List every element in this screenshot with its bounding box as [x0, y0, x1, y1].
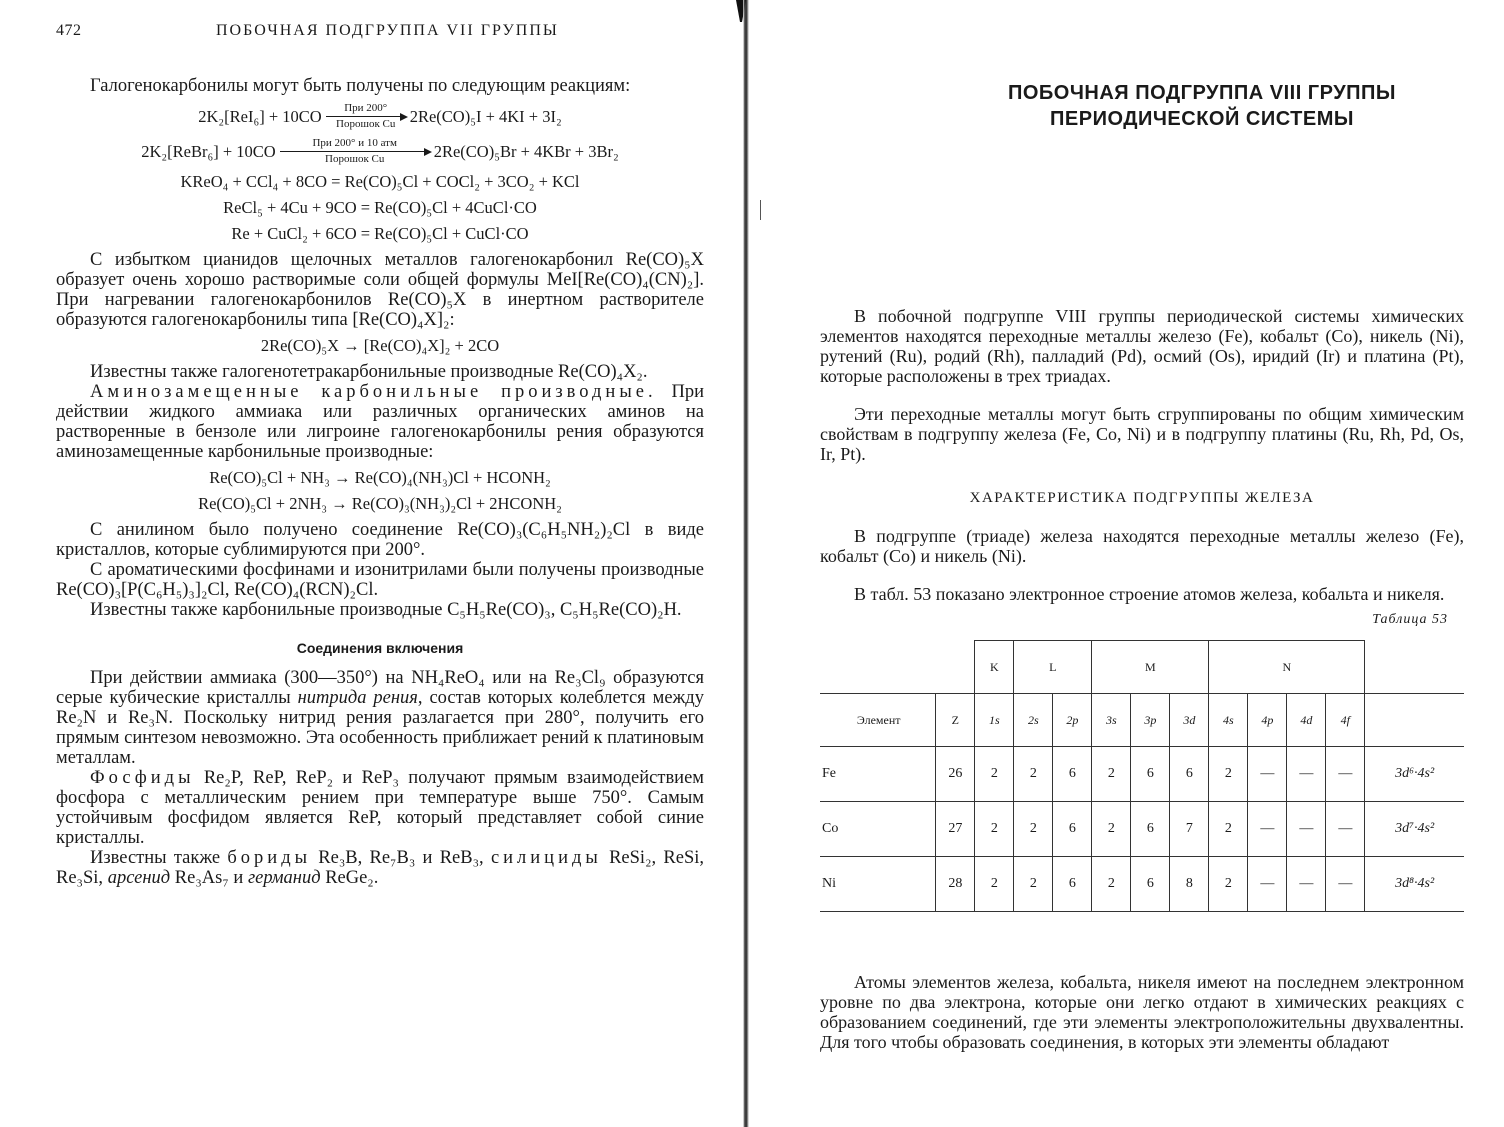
margin-mark — [760, 200, 761, 220]
paragraph: С ароматическими фосфинами и изонитрилами были получены производные Re(CO)₃[P(C₆H₅)₃]₂Cl, Re(CO)₄(RCN)₂Cl. — [56, 560, 704, 600]
subheading: Соединения включения — [296, 640, 464, 656]
table-row: Fe 26 2 2 6 2 6 6 2 — — — 3d⁶·4s² — [820, 747, 1464, 802]
table-caption: Таблица 53 — [1372, 612, 1448, 627]
electron-config: 3d⁸·4s² — [1365, 857, 1464, 912]
orbital-header: 3s — [1092, 694, 1131, 747]
equation: Re + CuCl₂ + 6CO = Re(CO)₅Cl + CuCl·CO — [231, 224, 529, 243]
table-header-shells — [820, 641, 1464, 694]
paragraph: Известны также карбонильные производные C₅H₅Re(CO)₃, C₅H₅Re(CO)₂H. — [90, 600, 682, 620]
paragraph: Атомы элементов железа, кобальта, никеля имеют на последнем электронном уровне по два электрона, которые они легко отдают в химических реакциях с образованием соединений, где эти элементы электроположительны двухвалентны. Для того чтобы образовать соединения, в которых эти элементы обладают — [820, 972, 1464, 1052]
paragraph: В побочной подгруппе VIII группы периодической системы химических элементов находятся переходные металлы железо (Fe), кобальт (Co), никель (Ni), рутений (Ru), родий (Rh), палладий (Pd), осмий (Os), иридий (Ir) и платина (Pt), которые расположены в трех триадах. — [820, 306, 1464, 386]
column-element: Элемент — [820, 694, 936, 747]
column-z: Z — [936, 694, 975, 747]
paragraph: Известны также бориды Re₃B, Re₇B₃ и ReB₃, силициды ReSi₂, ReSi, Re₃Si, арсенид Re₃As₇ и германид ReGe₂. — [56, 848, 704, 888]
atomic-number: 28 — [936, 857, 975, 912]
orbital-header: 4p — [1248, 694, 1287, 747]
shell-n: N — [1209, 641, 1365, 694]
shell-k: K — [975, 641, 1014, 694]
paragraph: Эти переходные металлы могут быть сгруппированы по общим химическим свойствам в подгруппу железа (Fe, Co, Ni) и в подгруппу платины (Ru, Rh, Pd, Os, Ir, Pt). — [820, 404, 1464, 464]
paragraph: При действии аммиака (300—350°) на NH₄ReO₄ или на Re₃Cl₉ образуются серые кубические кристаллы нитрида рения, состав которых колеблется между Re₂N и Re₃N. Поскольку нитрид рения разлагается при 280°, получить его прямым синтезом невозможно. Эта особенность приближает рений к платиновым металлам. — [56, 668, 704, 768]
electron-config: 3d⁷·4s² — [1365, 802, 1464, 857]
equation: 2Re(CO)₅X → [Re(CO)₄X]₂ + 2CO — [260, 336, 500, 355]
orbital-header: 4s — [1209, 694, 1248, 747]
orbital-header: 3p — [1131, 694, 1170, 747]
shell-l: L — [1014, 641, 1092, 694]
atomic-number: 27 — [936, 802, 975, 857]
orbital-header: 4f — [1326, 694, 1365, 747]
orbital-header: 2p — [1053, 694, 1092, 747]
running-head: ПОБОЧНАЯ ПОДГРУППА VII ГРУППЫ — [216, 22, 559, 39]
left-page — [0, 0, 750, 1127]
page-number: 472 — [56, 22, 82, 39]
section-heading: ХАРАКТЕРИСТИКА ПОДГРУППЫ ЖЕЛЕЗА — [969, 490, 1315, 506]
equation: KReO₄ + CCl₄ + 8CO = Re(CO)₅Cl + COCl₂ + 3CO₂ + KCl — [180, 172, 580, 191]
orbital-header: 1s — [975, 694, 1014, 747]
orbital-header: 3d — [1170, 694, 1209, 747]
table-row: Ni 28 2 2 6 2 6 8 2 — — — 3d⁸·4s² — [820, 857, 1464, 912]
table-row: Co 27 2 2 6 2 6 7 2 — — — 3d⁷·4s² — [820, 802, 1464, 857]
equation: Re(CO)₅Cl + NH₃ → Re(CO)₄(NH₃)Cl + HCONH₂ — [209, 468, 551, 487]
paragraph: Известны также галогенотетракарбонильные производные Re(CO)₄X₂. — [90, 362, 648, 382]
electron-config: 3d⁶·4s² — [1365, 747, 1464, 802]
orbital-header: 4d — [1287, 694, 1326, 747]
paragraph: С анилином было получено соединение Re(CO)₃(C₆H₅NH₂)₂Cl в виде кристаллов, которые сублимируются при 200°. — [56, 520, 704, 560]
chapter-title: ПОБОЧНАЯ ПОДГРУППА VIII ГРУППЫ ПЕРИОДИЧЕСКОЙ СИСТЕМЫ — [1007, 82, 1396, 130]
equation: 2K₂[ReBr₆] + 10CO При 200° и 10 атм Порошок Cu 2Re(CO)₅Br + 4KBr + 3Br₂ — [141, 137, 619, 165]
reaction-arrow: При 200° Порошок Cu — [326, 102, 406, 131]
orbital-header: 2s — [1014, 694, 1053, 747]
right-column-upper — [820, 288, 1464, 622]
reaction-arrow: При 200° и 10 атм Порошок Cu — [280, 137, 430, 166]
equation: 2K₂[ReI₆] + 10CO При 200° Порошок Cu 2Re(CO)₅I + 4KI + 3I₂ — [198, 102, 562, 130]
equation: Re(CO)₅Cl + 2NH₃ → Re(CO)₃(NH₃)₂Cl + 2HCONH₂ — [198, 494, 562, 513]
left-column — [56, 76, 704, 888]
paragraph: С избытком цианидов щелочных металлов галогенокарбонил Re(CO)₅X образует очень хорошо растворимые соли общей формулы MeI[Re(CO)₄(CN)₂]. При нагревании галогенокарбонилов Re(CO)₅X в инертном растворителе образуются галогенокарбонилы типа [Re(CO)₄X]₂: — [56, 250, 704, 330]
table-header-orbitals — [820, 694, 1464, 747]
paragraph: В табл. 53 показано электронное строение атомов железа, кобальта и никеля. — [854, 584, 1445, 604]
element-symbol: Fe — [820, 747, 936, 802]
right-column-lower — [820, 954, 1464, 1070]
paragraph: Фосфиды Re₂P, ReP, ReP₂ и ReP₃ получают прямым взаимодействием фосфора с металлическим рением при температуре выше 750°. Самым устойчивым фосфидом является ReP, который представляет собой синие кристаллы. — [56, 768, 704, 848]
right-page — [752, 0, 1504, 1127]
paragraph: В подгруппе (триаде) железа находятся переходные металлы железо (Fe), кобальт (Co) и никель (Ni). — [820, 526, 1464, 566]
element-symbol: Co — [820, 802, 936, 857]
shell-m: M — [1092, 641, 1209, 694]
paragraph: Аминозамещенные карбонильные производные. При действии жидкого аммиака или различных органических аминов на растворенные в бензоле или лигроине галогенокарбонилы рения образуются аминозамещенные карбонильные производные: — [56, 382, 704, 462]
element-symbol: Ni — [820, 857, 936, 912]
electron-structure-table — [820, 640, 1464, 912]
atomic-number: 26 — [936, 747, 975, 802]
paragraph: Галогенокарбонилы могут быть получены по следующим реакциям: — [90, 76, 631, 96]
equation: ReCl₅ + 4Cu + 9CO = Re(CO)₅Cl + 4CuCl·CO — [223, 198, 537, 217]
